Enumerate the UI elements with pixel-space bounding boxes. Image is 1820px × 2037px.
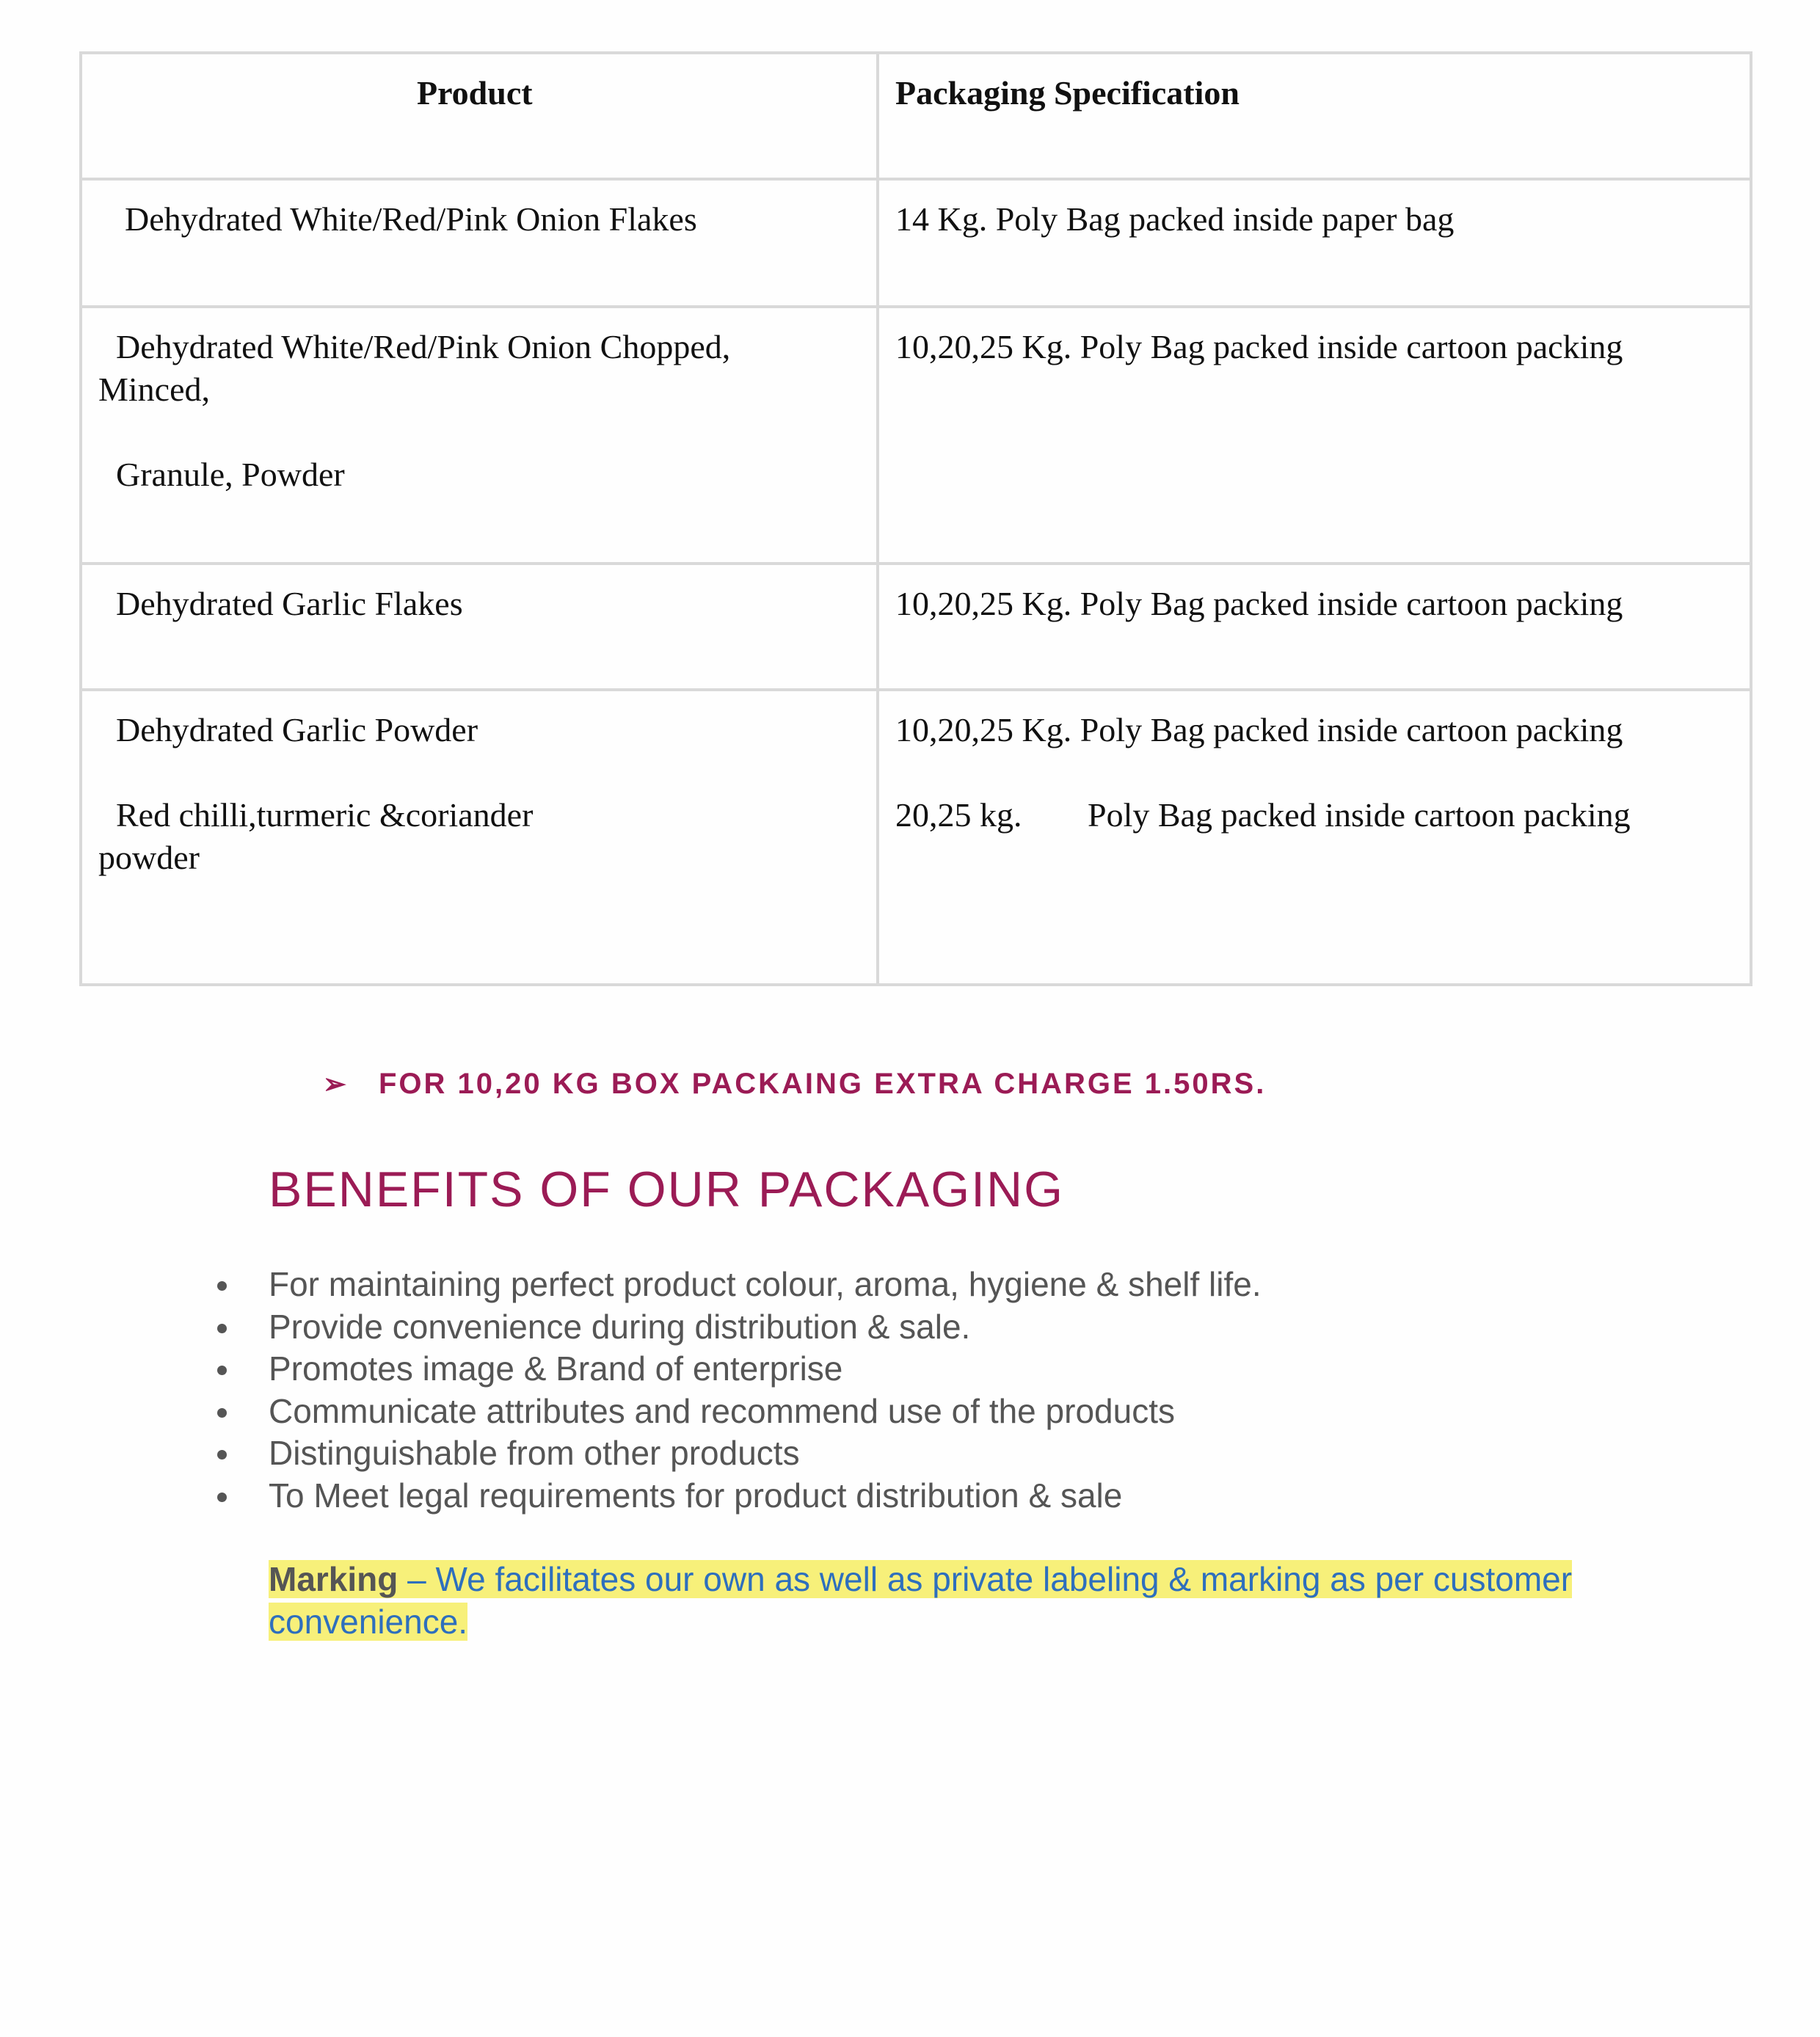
- table-border-row2: [79, 305, 1752, 308]
- row4-spec-line2b: Poly Bag packed inside cartoon packing: [1088, 796, 1631, 834]
- list-item: [213, 1348, 1262, 1391]
- list-item-text: For maintaining perfect product colour, aroma, hygiene & shelf life.: [269, 1265, 1262, 1303]
- row4-spec-line1: 10,20,25 Kg. Poly Bag packed inside cartoon packing: [895, 711, 1623, 748]
- row1-product: Dehydrated White/Red/Pink Onion Flakes: [125, 200, 697, 238]
- list-item-text: Communicate attributes and recommend use of the products: [269, 1391, 1175, 1430]
- list-item: [213, 1475, 1262, 1517]
- table-border-bottom: [79, 983, 1752, 986]
- row4-product-line2: Red chilli,turmeric &coriander: [116, 796, 534, 834]
- list-item: [213, 1306, 1262, 1349]
- table-border-row3: [79, 562, 1752, 565]
- header-spec: Packaging Specification: [895, 74, 1240, 112]
- marking-paragraph: [269, 1558, 1678, 1643]
- list-item-text: Promotes image & Brand of enterprise: [269, 1349, 843, 1388]
- bullet-dot-icon: [217, 1366, 227, 1375]
- bullet-dot-icon: [217, 1324, 227, 1333]
- table-border-top: [79, 51, 1752, 54]
- row3-product: Dehydrated Garlic Flakes: [116, 585, 463, 622]
- benefits-list: [213, 1264, 1262, 1517]
- marking-dash: –: [398, 1560, 436, 1598]
- row2-spec: 10,20,25 Kg. Poly Bag packed inside cartoon packing: [895, 328, 1623, 365]
- arrow-bullet-icon: ➢: [323, 1069, 349, 1100]
- row2-product-line1: Dehydrated White/Red/Pink Onion Chopped,: [116, 328, 731, 365]
- table-border-middle: [876, 51, 879, 986]
- row1-spec: 14 Kg. Poly Bag packed inside paper bag: [895, 200, 1455, 238]
- list-item-text: Distinguishable from other products: [269, 1434, 800, 1472]
- row4-spec-line2a: 20,25 kg.: [895, 796, 1022, 834]
- marking-text: We facilitates our own as well as private labeling & marking as per customer convenience.: [269, 1560, 1573, 1641]
- list-item: [213, 1432, 1262, 1475]
- table-border-right: [1750, 51, 1752, 986]
- extra-charge-text: FOR 10,20 KG BOX PACKAING EXTRA CHARGE 1.50RS.: [379, 1068, 1267, 1100]
- row4-product-line3: powder: [98, 839, 200, 876]
- bullet-dot-icon: [217, 1493, 227, 1502]
- list-item-text: To Meet legal requirements for product distribution & sale: [269, 1476, 1123, 1515]
- packaging-table: [79, 51, 1752, 986]
- bullet-dot-icon: [217, 1408, 227, 1418]
- table-border-left: [79, 51, 82, 986]
- list-item: [213, 1264, 1262, 1306]
- marking-label: Marking: [269, 1560, 398, 1598]
- table-border-row4: [79, 688, 1752, 691]
- header-product: Product: [417, 74, 533, 112]
- row2-product-line2: Minced,: [98, 371, 211, 408]
- row3-spec: 10,20,25 Kg. Poly Bag packed inside cartoon packing: [895, 585, 1623, 622]
- list-item: [213, 1391, 1262, 1433]
- bullet-dot-icon: [217, 1450, 227, 1460]
- bullet-dot-icon: [217, 1281, 227, 1291]
- extra-charge-note: [323, 1068, 1266, 1101]
- table-border-row1: [79, 178, 1752, 181]
- row2-product-line3: Granule, Powder: [116, 456, 345, 493]
- row4-product-line1: Dehydrated Garlic Powder: [116, 711, 478, 748]
- list-item-text: Provide convenience during distribution & sale.: [269, 1307, 971, 1346]
- benefits-title: BENEFITS OF OUR PACKAGING: [269, 1162, 1064, 1217]
